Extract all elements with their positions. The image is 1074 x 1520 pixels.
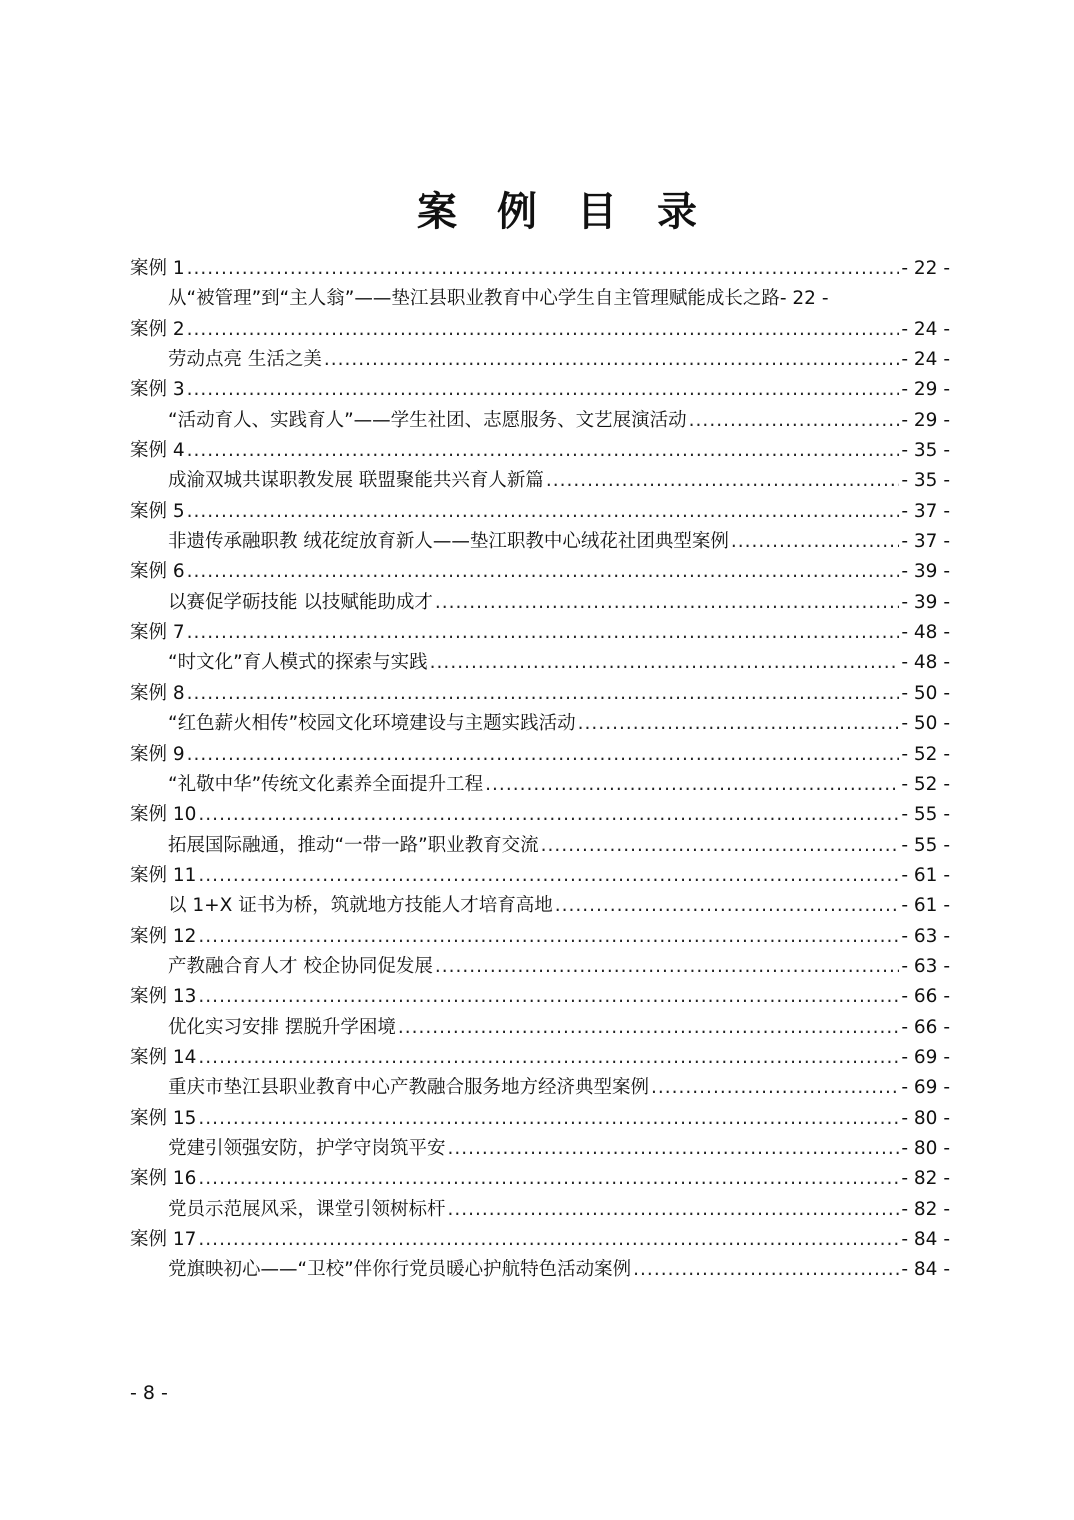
toc-case-entry[interactable] — [130, 436, 950, 466]
toc-case-entry[interactable] — [130, 1164, 950, 1194]
toc-title-entry[interactable] — [130, 588, 950, 618]
toc-entry-page: - 29 - — [901, 409, 950, 431]
toc-entry-label: 以 1+X 证书为桥，筑就地方技能人才培育高地 — [168, 895, 553, 917]
toc-entry-page: - 50 - — [901, 713, 950, 735]
toc-entry-page: - 63 - — [901, 955, 950, 977]
dot-leader — [198, 800, 899, 830]
toc-entry-label: 案例 9 — [130, 743, 185, 765]
toc-entry-label: 案例 4 — [130, 440, 185, 462]
toc-entry-label: 优化实习安排 摆脱升学困境 — [168, 1016, 396, 1038]
toc-entry-label: 案例 13 — [130, 986, 197, 1008]
dot-leader — [541, 831, 900, 861]
toc-case-entry[interactable] — [130, 861, 950, 891]
toc-entry-label: 案例 12 — [130, 925, 197, 947]
toc-entry-label: “活动育人、实践育人”——学生社团、志愿服务、文艺展演活动 — [168, 409, 687, 431]
toc-entry-page: - 24 - — [901, 318, 950, 340]
dot-leader — [546, 466, 899, 496]
table-of-contents — [130, 254, 950, 1286]
dot-leader — [435, 588, 899, 618]
toc-entry-label: 案例 7 — [130, 622, 185, 644]
page-title: 案例目录 — [417, 188, 737, 235]
toc-title-entry[interactable] — [130, 527, 950, 557]
dot-leader — [187, 375, 900, 405]
dot-leader — [198, 861, 899, 891]
toc-entry-page: - 80 - — [901, 1137, 950, 1159]
dot-leader — [198, 1225, 899, 1255]
toc-entry-label: 案例 16 — [130, 1168, 197, 1190]
toc-title-entry[interactable] — [130, 1013, 950, 1043]
toc-entry-label: 案例 8 — [130, 682, 185, 704]
toc-entry-page: - 22 - — [779, 288, 829, 310]
toc-title-entry[interactable] — [130, 648, 950, 678]
dot-leader — [578, 709, 900, 739]
toc-entry-label: 案例 5 — [130, 500, 185, 522]
toc-entry-page: - 39 - — [901, 561, 950, 583]
toc-title-entry[interactable] — [130, 770, 950, 800]
dot-leader — [187, 436, 900, 466]
toc-entry-label: 以赛促学砺技能 以技赋能助成才 — [168, 591, 433, 613]
toc-case-entry[interactable] — [130, 1104, 950, 1134]
dot-leader — [198, 1043, 899, 1073]
toc-entry-label: “红色薪火相传”校园文化环境建设与主题实践活动 — [168, 713, 576, 735]
toc-entry-page: - 48 - — [901, 652, 950, 674]
toc-title-entry[interactable] — [130, 284, 1030, 314]
toc-entry-page: - 35 - — [901, 470, 950, 492]
toc-entry-label: 案例 17 — [130, 1229, 197, 1250]
toc-entry-page: - 80 - — [901, 1107, 950, 1129]
toc-entry-page: - 37 - — [901, 500, 950, 522]
toc-case-entry[interactable] — [130, 557, 950, 587]
toc-entry-page: - 24 - — [901, 349, 950, 371]
dot-leader — [187, 679, 900, 709]
toc-entry-page: - 35 - — [901, 440, 950, 462]
toc-entry-label: 党建引领强安防，护学守岗筑平安 — [168, 1137, 446, 1159]
toc-case-entry[interactable] — [130, 375, 950, 405]
dot-leader — [187, 557, 900, 587]
toc-entry-page: - 29 - — [901, 379, 950, 401]
toc-case-entry[interactable] — [130, 982, 950, 1012]
toc-title-entry[interactable] — [130, 952, 950, 982]
dot-leader — [187, 315, 900, 345]
dot-leader — [187, 254, 900, 284]
dot-leader — [430, 648, 900, 678]
toc-entry-label: 劳动点亮 生活之美 — [168, 349, 322, 371]
toc-entry-page: - 55 - — [901, 804, 950, 826]
toc-title-entry[interactable] — [130, 345, 950, 375]
toc-entry-label: 案例 6 — [130, 561, 185, 583]
toc-case-entry[interactable] — [130, 800, 950, 830]
toc-title-entry[interactable] — [130, 831, 950, 861]
dot-leader — [485, 770, 899, 800]
dot-leader — [448, 1195, 900, 1225]
toc-title-entry[interactable] — [130, 1195, 950, 1225]
toc-case-entry[interactable] — [130, 740, 950, 770]
dot-leader — [187, 618, 900, 648]
toc-entry-label: 从“被管理”到“主人翁”——垫江县职业教育中心学生自主管理赋能成长之路 — [168, 288, 780, 310]
toc-title-entry[interactable] — [130, 709, 950, 739]
dot-leader — [448, 1134, 900, 1164]
toc-entry-label: 案例 2 — [130, 318, 185, 340]
toc-title-entry[interactable] — [130, 1255, 950, 1285]
toc-case-entry[interactable] — [130, 618, 950, 648]
toc-entry-page: - 82 - — [901, 1168, 950, 1190]
toc-entry-page: - 22 - — [901, 258, 950, 279]
toc-entry-page: - 52 - — [901, 743, 950, 765]
toc-title-entry[interactable] — [130, 891, 950, 921]
toc-entry-label: 案例 10 — [130, 804, 197, 826]
toc-entry-label: 重庆市垫江县职业教育中心产教融合服务地方经济典型案例 — [168, 1077, 650, 1099]
toc-entry-page: - 52 - — [901, 773, 950, 795]
toc-case-entry[interactable] — [130, 922, 950, 952]
toc-case-entry[interactable] — [130, 315, 950, 345]
toc-entry-label: “礼敬中华”传统文化素养全面提升工程 — [168, 773, 484, 795]
page-number: - 8 - — [130, 1382, 168, 1404]
toc-entry-page: - 39 - — [901, 591, 950, 613]
toc-entry-page: - 48 - — [901, 622, 950, 644]
dot-leader — [633, 1255, 899, 1285]
toc-entry-label: 案例 11 — [130, 864, 197, 886]
dot-leader — [187, 497, 900, 527]
toc-title-entry[interactable] — [130, 406, 950, 436]
dot-leader — [435, 952, 899, 982]
dot-leader — [731, 527, 899, 557]
dot-leader — [324, 345, 899, 375]
toc-case-entry[interactable] — [130, 679, 950, 709]
toc-entry-label: 案例 14 — [130, 1046, 197, 1068]
toc-entry-page: - 37 - — [901, 531, 950, 553]
toc-title-entry[interactable] — [130, 1134, 950, 1164]
toc-entry-page: - 69 - — [901, 1046, 950, 1068]
toc-entry-page: - 50 - — [901, 682, 950, 704]
toc-case-entry[interactable] — [130, 1043, 950, 1073]
toc-entry-label: 成渝双城共谋职教发展 联盟聚能共兴育人新篇 — [168, 470, 544, 492]
toc-entry-page: - 63 - — [901, 925, 950, 947]
dot-leader — [651, 1073, 899, 1103]
toc-entry-page: - 61 - — [901, 895, 950, 917]
toc-case-entry[interactable] — [130, 1225, 950, 1255]
toc-entry-page: - 61 - — [901, 864, 950, 886]
toc-entry-label: 党员示范展风采，课堂引领树标杆 — [168, 1198, 446, 1220]
toc-entry-label: “时文化”育人模式的探索与实践 — [168, 652, 428, 674]
toc-entry-label: 产教融合育人才 校企协同促发展 — [168, 955, 433, 977]
toc-entry-label: 拓展国际融通，推动“一带一路”职业教育交流 — [168, 834, 539, 856]
toc-title-entry[interactable] — [130, 1073, 950, 1103]
dot-leader — [555, 891, 900, 921]
dot-leader — [398, 1013, 899, 1043]
toc-entry-label: 党旗映初心——“卫校”伴你行党员暖心护航特色活动案例 — [168, 1259, 632, 1281]
dot-leader — [187, 740, 900, 770]
dot-leader — [198, 922, 899, 952]
toc-entry-page: - 66 - — [901, 1016, 950, 1038]
toc-entry-page: - 84 - — [901, 1259, 950, 1281]
toc-entry-label: 案例 3 — [130, 379, 185, 401]
toc-entry-label: 非遗传承融职教 绒花绽放育新人——垫江职教中心绒花社团典型案例 — [168, 531, 729, 553]
dot-leader — [689, 406, 900, 436]
toc-case-entry[interactable] — [130, 254, 950, 284]
toc-entry-page: - 66 - — [901, 986, 950, 1008]
toc-entry-page: - 84 - — [901, 1229, 950, 1250]
toc-entry-page: - 82 - — [901, 1198, 950, 1220]
toc-entry-page: - 69 - — [901, 1077, 950, 1099]
dot-leader — [198, 1164, 899, 1194]
toc-entry-label: 案例 15 — [130, 1107, 197, 1129]
toc-case-entry[interactable] — [130, 497, 950, 527]
toc-entry-label: 案例 1 — [130, 258, 185, 279]
dot-leader — [198, 1104, 899, 1134]
toc-entry-page: - 55 - — [901, 834, 950, 856]
toc-title-entry[interactable] — [130, 466, 950, 496]
dot-leader — [198, 982, 899, 1012]
